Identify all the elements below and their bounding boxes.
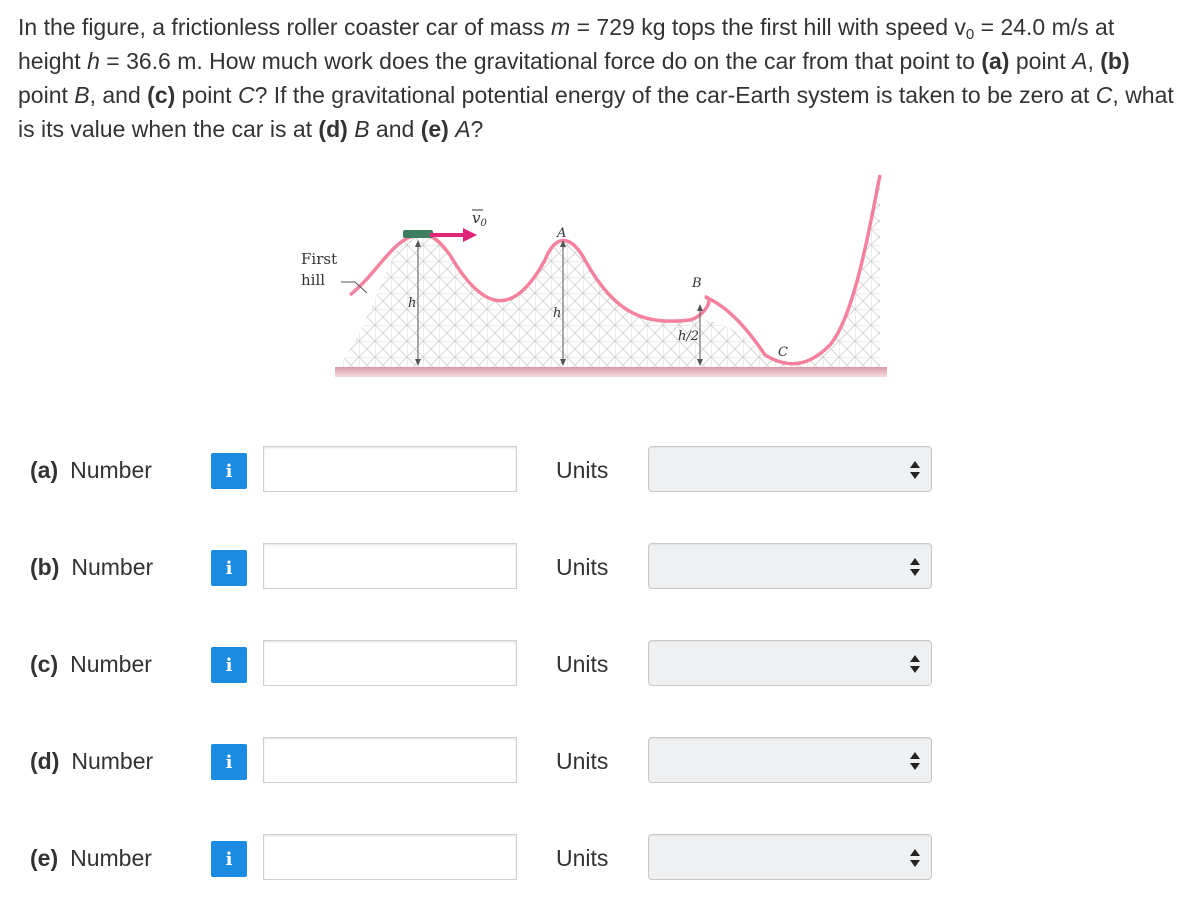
info-icon[interactable]: i — [211, 453, 247, 489]
up-down-arrows-icon — [909, 459, 921, 481]
row-label-d: (d) Number — [30, 748, 154, 774]
answer-row-e — [0, 833, 1200, 885]
units-select-d[interactable] — [648, 737, 932, 783]
first-hill-label-2: hill — [301, 271, 326, 289]
row-label-b: (b) Number — [30, 554, 154, 580]
row-label-c: (c) Number — [30, 651, 152, 677]
units-label-c: Units — [556, 651, 609, 677]
h-half-label: h/2 — [678, 329, 700, 344]
question-text: In the figure, a frictionless roller coaster car of mass m = 729 kg tops the first hill with speed $v_0 = 24.0$ m/s at height h = 36.6 m. How much work does the gravitational force do on the car from that point to (a) point A, (b) point B, and (c) point C? If the gravitational potential energy of the car-Earth system is taken to be zero at C, what is its value when the car is at (d) B and (e) A? — [18, 14, 1174, 142]
number-input-c[interactable] — [263, 640, 517, 686]
number-input-a[interactable] — [263, 446, 517, 492]
up-down-arrows-icon — [909, 847, 921, 869]
units-label-a: Units — [556, 457, 609, 483]
roller-coaster-figure — [295, 165, 890, 390]
up-down-arrows-icon — [909, 556, 921, 578]
units-label-e: Units — [556, 845, 609, 871]
info-icon[interactable]: i — [211, 550, 247, 586]
units-label-d: Units — [556, 748, 609, 774]
row-label-a: (a) Number — [30, 457, 152, 483]
answer-row-d — [0, 736, 1200, 788]
ground — [335, 367, 887, 377]
number-input-d[interactable] — [263, 737, 517, 783]
roller-coaster-diagram — [295, 165, 890, 390]
point-a-label: A — [557, 226, 567, 241]
info-icon[interactable]: i — [211, 744, 247, 780]
units-select-c[interactable] — [648, 640, 932, 686]
answer-row-a — [0, 445, 1200, 497]
answer-row-c — [0, 639, 1200, 691]
info-icon[interactable]: i — [211, 841, 247, 877]
number-input-b[interactable] — [263, 543, 517, 589]
roller-coaster-car — [403, 230, 433, 238]
units-select-e[interactable] — [648, 834, 932, 880]
point-c-label: C — [778, 345, 788, 360]
v0-label: $v_0$ — [472, 209, 487, 229]
h-half-arrow-top — [697, 304, 703, 311]
h-label-a: h — [553, 306, 562, 321]
number-input-e[interactable] — [263, 834, 517, 880]
answer-row-b — [0, 542, 1200, 594]
units-select-a[interactable] — [648, 446, 932, 492]
up-down-arrows-icon — [909, 653, 921, 675]
point-b-label: B — [692, 276, 702, 291]
support-structure — [340, 175, 880, 370]
velocity-arrowhead — [463, 228, 477, 242]
info-icon[interactable]: i — [211, 647, 247, 683]
row-label-e: (e) Number — [30, 845, 152, 871]
h-label-first: h — [408, 296, 417, 311]
units-select-b[interactable] — [648, 543, 932, 589]
first-hill-label-1: First — [301, 250, 338, 268]
up-down-arrows-icon — [909, 750, 921, 772]
units-label-b: Units — [556, 554, 609, 580]
